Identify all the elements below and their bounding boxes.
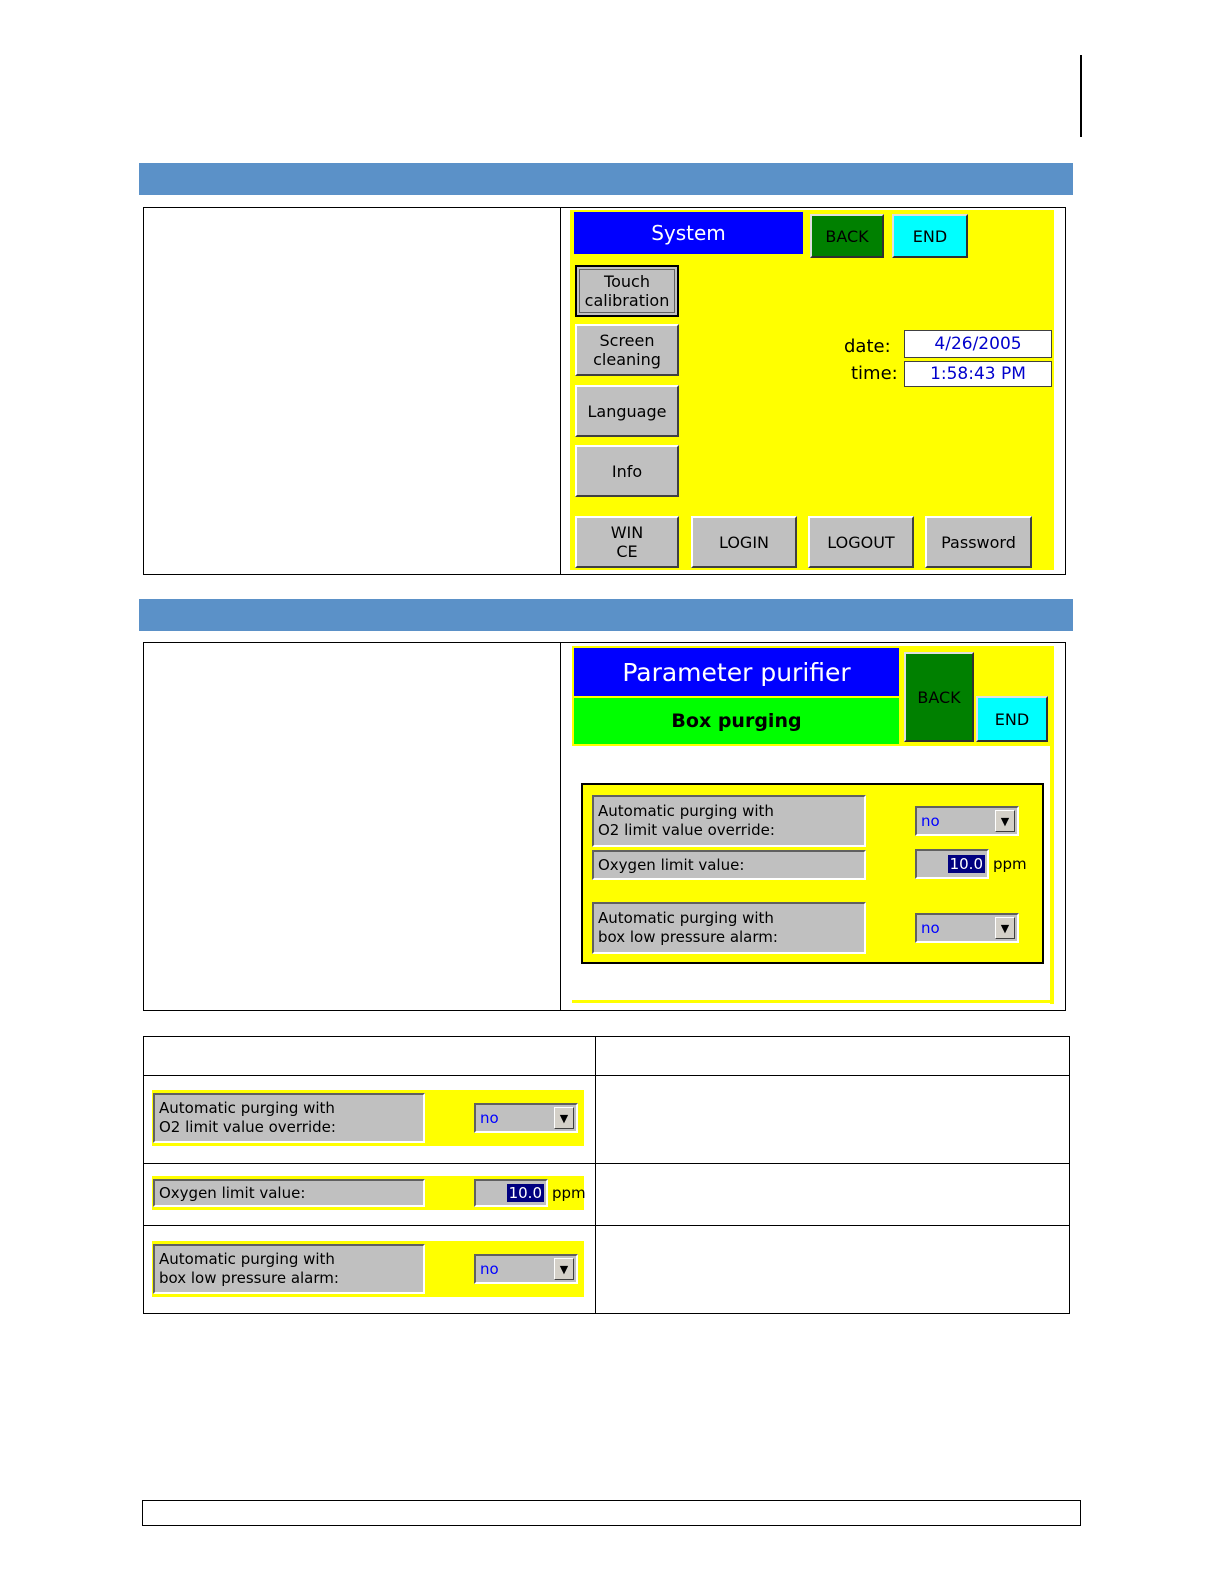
end-button[interactable]: END: [892, 214, 968, 258]
o2-override-value: no: [921, 812, 940, 830]
touch-calibration-button[interactable]: Touch calibration: [575, 265, 679, 317]
o2-override-select[interactable]: [915, 806, 1019, 836]
oxygen-limit-unit: ppm: [993, 855, 1027, 873]
login-button[interactable]: LOGIN: [691, 516, 797, 568]
table-row: [152, 1176, 584, 1210]
low-pressure-label: Automatic purging with box low pressure alarm:: [153, 1244, 425, 1294]
o2-override-select[interactable]: [474, 1103, 578, 1133]
box-purging-subtitle: Box purging: [574, 698, 899, 744]
low-pressure-select[interactable]: [915, 913, 1019, 943]
chevron-down-icon[interactable]: ▼: [554, 1258, 574, 1280]
oxygen-limit-label: Oxygen limit value:: [153, 1179, 425, 1207]
time-field[interactable]: 1:58:43 PM: [904, 361, 1052, 387]
screen-cleaning-button[interactable]: Screen cleaning: [575, 324, 679, 376]
system-screen: [570, 210, 1054, 570]
o2-override-value: no: [480, 1109, 499, 1127]
chevron-down-icon[interactable]: ▼: [554, 1107, 574, 1129]
oxygen-limit-unit: ppm: [552, 1184, 586, 1202]
parameter-table: [143, 1036, 1070, 1314]
o2-override-label: Automatic purging with O2 limit value override:: [592, 795, 866, 847]
chevron-down-icon[interactable]: ▼: [995, 917, 1015, 939]
password-button[interactable]: Password: [925, 516, 1032, 568]
low-pressure-label: Automatic purging with box low pressure alarm:: [592, 902, 866, 954]
section-divider: [560, 208, 561, 574]
oxygen-limit-value: 10.0: [949, 855, 983, 873]
header-rule: [1080, 55, 1082, 137]
section-band-2: [139, 599, 1073, 631]
date-field[interactable]: 4/26/2005: [904, 330, 1052, 358]
table-row: [152, 1241, 584, 1297]
footer-box: [142, 1500, 1081, 1526]
back-button[interactable]: BACK: [810, 214, 884, 258]
right-yellow-edge: [1050, 646, 1054, 1004]
back-button[interactable]: BACK: [904, 652, 974, 742]
time-label: time:: [851, 363, 898, 384]
low-pressure-value: no: [921, 919, 940, 937]
oxygen-limit-input[interactable]: [915, 849, 989, 879]
info-button[interactable]: Info: [575, 445, 679, 497]
table-column-divider: [595, 1037, 596, 1313]
oxygen-limit-input[interactable]: [474, 1179, 548, 1207]
date-label: date:: [844, 336, 891, 357]
low-pressure-value: no: [480, 1260, 499, 1278]
language-button[interactable]: Language: [575, 385, 679, 437]
chevron-down-icon[interactable]: ▼: [995, 810, 1015, 832]
o2-override-label: Automatic purging with O2 limit value override:: [153, 1093, 425, 1143]
table-row-divider: [144, 1225, 1069, 1226]
table-row-divider: [144, 1163, 1069, 1164]
bottom-yellow-edge: [572, 1000, 1054, 1003]
logout-button[interactable]: LOGOUT: [808, 516, 914, 568]
purifier-title: Parameter purifier: [574, 648, 899, 696]
low-pressure-select[interactable]: [474, 1254, 578, 1284]
parameter-box: [581, 783, 1044, 964]
win-ce-button[interactable]: WIN CE: [575, 516, 679, 568]
table-row-divider: [144, 1075, 1069, 1076]
oxygen-limit-value: 10.0: [508, 1184, 542, 1202]
oxygen-limit-label: Oxygen limit value:: [592, 850, 866, 880]
system-title: System: [574, 212, 803, 254]
end-button[interactable]: END: [976, 696, 1048, 742]
table-row: [152, 1090, 584, 1146]
section-divider: [560, 643, 561, 1010]
purifier-screen: [572, 646, 1054, 1004]
section-band-1: [139, 163, 1073, 195]
